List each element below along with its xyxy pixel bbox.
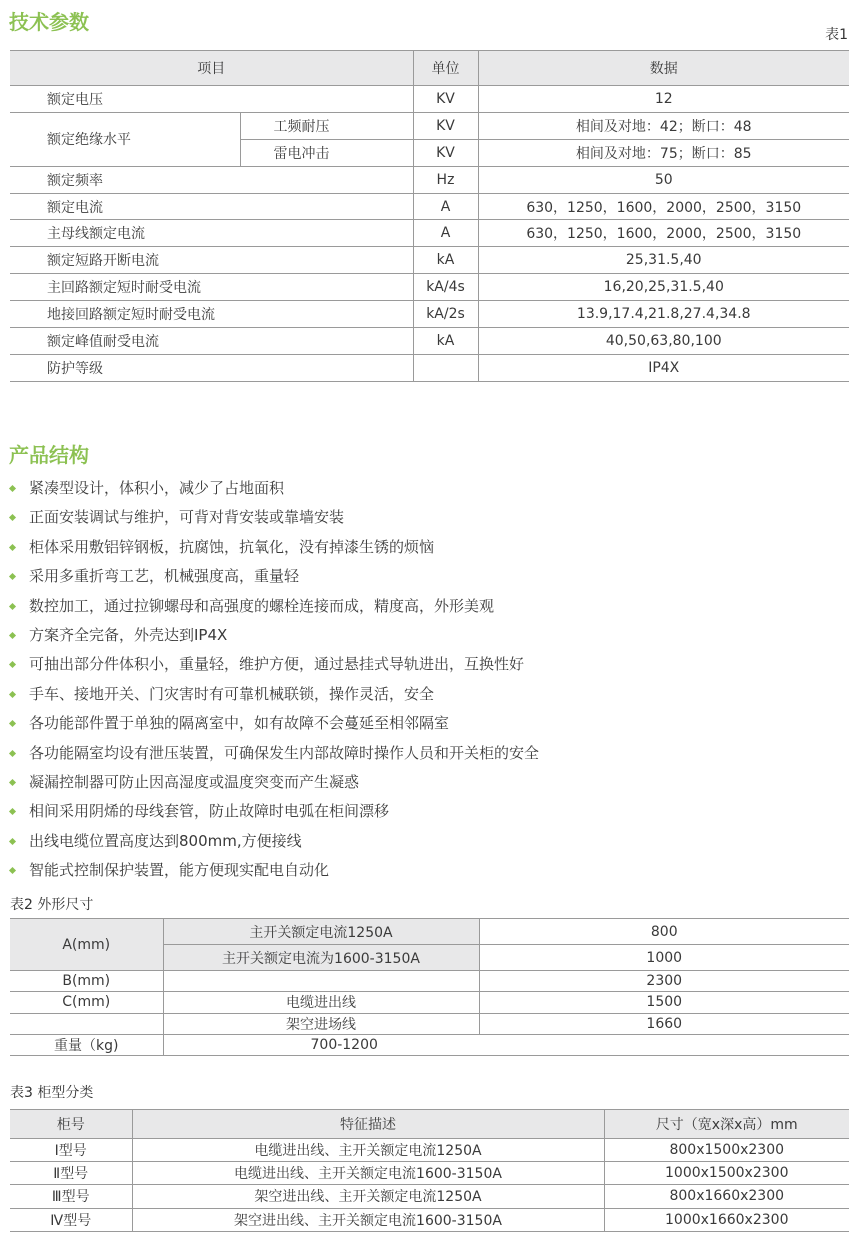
row-desc: 架空进出线、主开关额定电流1250A bbox=[132, 1185, 604, 1208]
list-item bbox=[0, 709, 539, 738]
row-data: 25,31.5,40 bbox=[478, 247, 849, 274]
row-data: 50 bbox=[478, 166, 849, 193]
feature-list bbox=[0, 474, 539, 885]
list-item-text: 方案齐全完备，外壳达到IP4X bbox=[29, 625, 228, 644]
header-data: 数据 bbox=[478, 51, 849, 86]
row-label-c: C(mm) bbox=[10, 992, 163, 1013]
list-item-text: 手车、接地开关、门灾害时有可靠机械联锁，操作灵活，安全 bbox=[29, 684, 435, 703]
diamond-bullet-icon bbox=[9, 544, 16, 551]
row-type: Ⅲ型号 bbox=[10, 1185, 132, 1208]
diamond-bullet-icon bbox=[9, 485, 16, 492]
list-item-text: 出线电缆位置高度达到800mm,方便接线 bbox=[29, 831, 302, 850]
list-item-text: 凝漏控制器可防止因高湿度或温度突变而产生凝惑 bbox=[29, 772, 360, 791]
table-row bbox=[10, 112, 849, 139]
row-type: Ⅰ型号 bbox=[10, 1139, 132, 1162]
list-item bbox=[0, 768, 539, 797]
list-item-text: 智能式控制保护装置，能方便现实配电自动化 bbox=[29, 861, 330, 880]
list-item-text: 数控加工，通过拉铆螺母和高强度的螺栓连接而成，精度高，外形美观 bbox=[29, 596, 495, 615]
list-item bbox=[0, 827, 539, 856]
table-row bbox=[10, 992, 849, 1013]
row-unit: KV bbox=[413, 112, 478, 139]
table-row bbox=[10, 193, 849, 220]
list-item-text: 正面安装调试与维护，可背对背安装或靠墙安装 bbox=[29, 508, 345, 527]
row-value: 700-1200 bbox=[163, 1034, 849, 1055]
list-item bbox=[0, 650, 539, 679]
row-item: 主母线额定电流 bbox=[10, 220, 413, 247]
list-item bbox=[0, 592, 539, 621]
diamond-bullet-icon bbox=[9, 749, 16, 756]
row-label-b: B(mm) bbox=[10, 971, 163, 992]
row-data: 相间及对地：42；断口：48 bbox=[478, 112, 849, 139]
table-row bbox=[10, 1139, 849, 1162]
structure-section-title: 产品结构 bbox=[9, 443, 89, 467]
diamond-bullet-icon bbox=[9, 691, 16, 698]
diamond-bullet-icon bbox=[9, 573, 16, 580]
header-unit: 单位 bbox=[413, 51, 478, 86]
header-size: 尺寸（宽x深x高）mm bbox=[604, 1110, 849, 1139]
row-item: 额定频率 bbox=[10, 166, 413, 193]
table-1-note: 表1 bbox=[825, 27, 848, 43]
table-2-caption: 表2 外形尺寸 bbox=[10, 897, 94, 913]
row-item: 防护等级 bbox=[10, 354, 413, 381]
row-unit: KV bbox=[413, 86, 478, 113]
row-type: Ⅱ型号 bbox=[10, 1162, 132, 1185]
row-data: 40,50,63,80,100 bbox=[478, 328, 849, 355]
row-size: 1000x1500x2300 bbox=[604, 1162, 849, 1185]
table-row bbox=[10, 301, 849, 328]
row-condition: 电缆进出线 bbox=[163, 992, 479, 1013]
row-desc: 架空进出线、主开关额定电流1600-3150A bbox=[132, 1208, 604, 1231]
row-condition-empty bbox=[163, 971, 479, 992]
table-row bbox=[10, 1034, 849, 1055]
dimensions-table bbox=[10, 918, 849, 1056]
row-condition: 主开关额定电流1250A bbox=[163, 919, 479, 945]
row-data: 630，1250，1600，2000，2500，3150 bbox=[478, 193, 849, 220]
row-item: 额定电压 bbox=[10, 86, 413, 113]
row-unit: kA bbox=[413, 247, 478, 274]
row-item: 地接回路额定短时耐受电流 bbox=[10, 301, 413, 328]
spec-header-row bbox=[10, 51, 849, 86]
list-item-text: 可抽出部分件体积小，重量轻，维护方便，通过悬挂式导轨进出，互换性好 bbox=[29, 655, 525, 674]
row-size: 1000x1660x2300 bbox=[604, 1208, 849, 1231]
list-item bbox=[0, 562, 539, 591]
row-data: 16,20,25,31.5,40 bbox=[478, 274, 849, 301]
row-unit: Hz bbox=[413, 166, 478, 193]
diamond-bullet-icon bbox=[9, 779, 16, 786]
row-unit: kA/2s bbox=[413, 301, 478, 328]
table-row bbox=[10, 247, 849, 274]
row-item: 主回路额定短时耐受电流 bbox=[10, 274, 413, 301]
diamond-bullet-icon bbox=[9, 838, 16, 845]
table-row bbox=[10, 328, 849, 355]
spec-section-title: 技术参数 bbox=[9, 10, 89, 34]
header-type: 柜号 bbox=[10, 1110, 132, 1139]
spec-table bbox=[10, 50, 849, 382]
row-subitem: 工频耐压 bbox=[240, 112, 413, 139]
header-item: 项目 bbox=[10, 51, 413, 86]
table-row bbox=[10, 1162, 849, 1185]
row-item: 额定电流 bbox=[10, 193, 413, 220]
row-label-a: A(mm) bbox=[10, 919, 163, 971]
types-header-row bbox=[10, 1110, 849, 1139]
table-row bbox=[10, 1208, 849, 1231]
list-item-text: 各功能部件置于单独的隔离室中，如有故障不会蔓延至相邻隔室 bbox=[29, 714, 450, 733]
list-item bbox=[0, 621, 539, 650]
row-size: 800x1500x2300 bbox=[604, 1139, 849, 1162]
list-item-text: 各功能隔室均设有泄压装置，可确保发生内部故障时操作人员和开关柜的安全 bbox=[29, 743, 540, 762]
table-row bbox=[10, 166, 849, 193]
row-value: 1660 bbox=[479, 1013, 849, 1034]
table-row bbox=[10, 919, 849, 945]
table-row bbox=[10, 1185, 849, 1208]
list-item-text: 紧凑型设计，体积小，减少了占地面积 bbox=[29, 479, 285, 497]
table-row bbox=[10, 1013, 849, 1034]
diamond-bullet-icon bbox=[9, 661, 16, 668]
row-type: Ⅳ型号 bbox=[10, 1208, 132, 1231]
table-row bbox=[10, 274, 849, 301]
diamond-bullet-icon bbox=[9, 632, 16, 639]
row-data: 相间及对地：75；断口：85 bbox=[478, 139, 849, 166]
list-item bbox=[0, 503, 539, 532]
row-condition: 架空进场线 bbox=[163, 1013, 479, 1034]
row-item: 额定绝缘水平 bbox=[10, 112, 240, 166]
list-item-text: 相间采用阴烯的母线套管，防止故障时电弧在柜间漂移 bbox=[29, 802, 390, 821]
table-row bbox=[10, 971, 849, 992]
row-value: 1000 bbox=[479, 945, 849, 971]
cabinet-types-table bbox=[10, 1109, 849, 1232]
diamond-bullet-icon bbox=[9, 808, 16, 815]
diamond-bullet-icon bbox=[9, 720, 16, 727]
list-item bbox=[0, 797, 539, 826]
row-value: 2300 bbox=[479, 971, 849, 992]
diamond-bullet-icon bbox=[9, 603, 16, 610]
row-unit bbox=[413, 354, 478, 381]
row-data: IP4X bbox=[478, 354, 849, 381]
row-desc: 电缆进出线、主开关额定电流1250A bbox=[132, 1139, 604, 1162]
list-item bbox=[0, 680, 539, 709]
list-item bbox=[0, 739, 539, 768]
table-row bbox=[10, 220, 849, 247]
row-condition: 主开关额定电流为1600-3150A bbox=[163, 945, 479, 971]
row-label-weight: 重量（kg) bbox=[10, 1034, 163, 1055]
diamond-bullet-icon bbox=[9, 514, 16, 521]
row-unit: A bbox=[413, 193, 478, 220]
row-unit: kA/4s bbox=[413, 274, 478, 301]
row-unit: KV bbox=[413, 139, 478, 166]
table-3-caption: 表3 柜型分类 bbox=[10, 1085, 94, 1101]
row-unit: kA bbox=[413, 328, 478, 355]
row-data: 12 bbox=[478, 86, 849, 113]
row-item: 额定短路开断电流 bbox=[10, 247, 413, 274]
list-item bbox=[0, 474, 539, 503]
row-unit: A bbox=[413, 220, 478, 247]
row-label-empty bbox=[10, 1013, 163, 1034]
header-desc: 特征描述 bbox=[132, 1110, 604, 1139]
row-data: 13.9,17.4,21.8,27.4,34.8 bbox=[478, 301, 849, 328]
row-subitem: 雷电冲击 bbox=[240, 139, 413, 166]
diamond-bullet-icon bbox=[9, 867, 16, 874]
row-item: 额定峰值耐受电流 bbox=[10, 328, 413, 355]
table-row bbox=[10, 354, 849, 381]
list-item bbox=[0, 856, 539, 885]
list-item-text: 柜体采用敷铝锌钢板，抗腐蚀，抗氧化，没有掉漆生锈的烦恼 bbox=[29, 537, 435, 556]
list-item-text: 采用多重折弯工艺，机械强度高，重量轻 bbox=[29, 567, 300, 586]
row-data: 630，1250，1600，2000，2500，3150 bbox=[478, 220, 849, 247]
row-desc: 电缆进出线、主开关额定电流1600-3150A bbox=[132, 1162, 604, 1185]
row-value: 1500 bbox=[479, 992, 849, 1013]
list-item bbox=[0, 533, 539, 562]
table-row bbox=[10, 86, 849, 113]
row-size: 800x1660x2300 bbox=[604, 1185, 849, 1208]
row-value: 800 bbox=[479, 919, 849, 945]
